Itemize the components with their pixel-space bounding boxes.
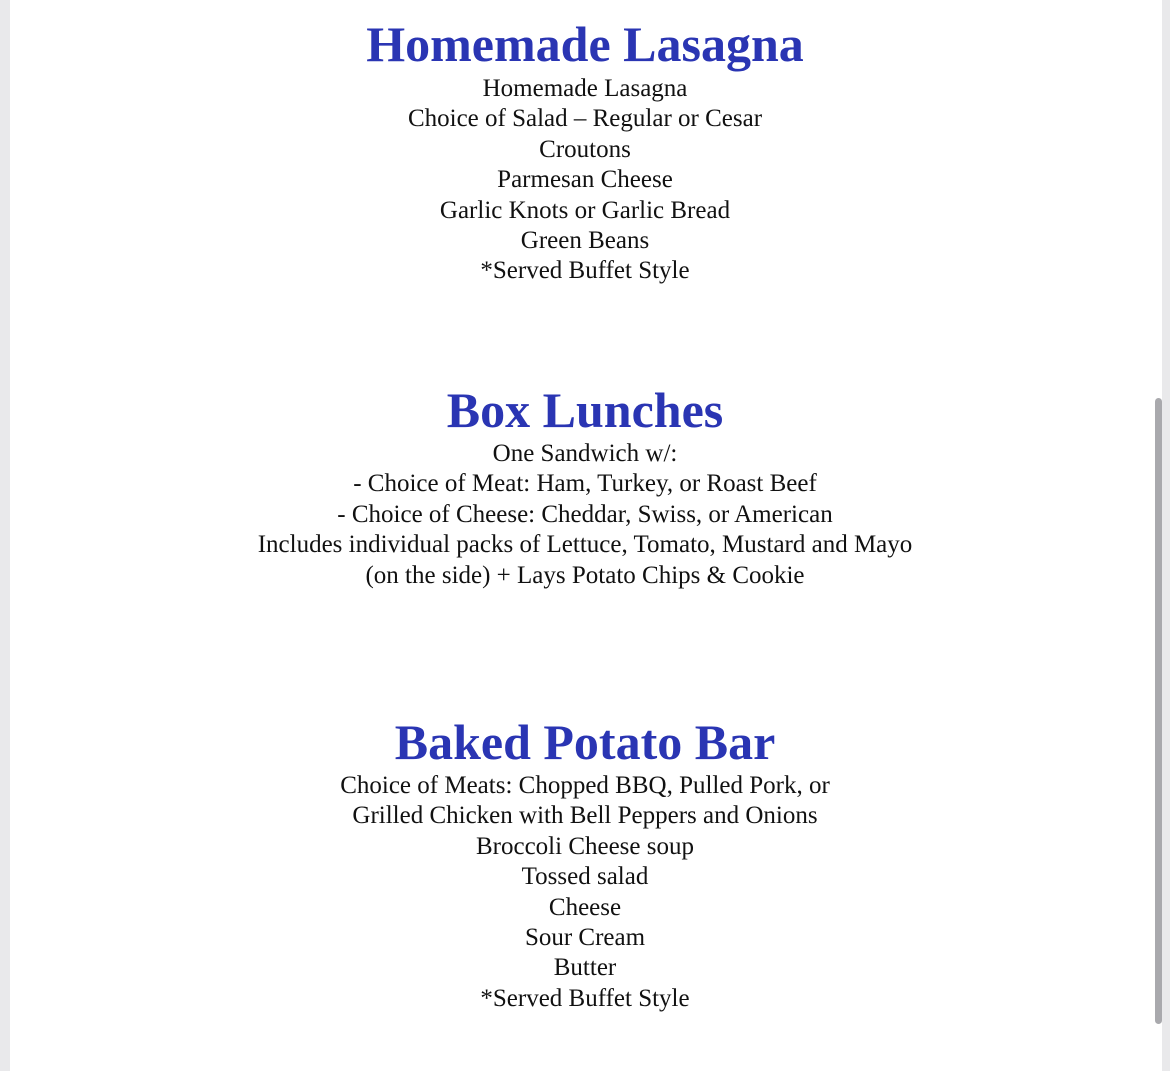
- menu-section-baked-potato-bar: [10, 714, 1160, 1014]
- menu-item: Parmesan Cheese: [497, 166, 673, 194]
- menu-item-list: [10, 439, 1160, 591]
- menu-item: Garlic Knots or Garlic Bread: [439, 196, 731, 224]
- menu-item: Grilled Chicken with Bell Peppers and Onions: [352, 802, 818, 830]
- menu-item-list: [10, 771, 1160, 1014]
- section-title: Box Lunches: [446, 382, 724, 438]
- menu-item: One Sandwich w/:: [492, 440, 678, 467]
- menu-item-note: *Served Buffet Style: [480, 984, 690, 1012]
- menu-item: Green Beans: [520, 227, 650, 255]
- menu-item: Homemade Lasagna: [482, 75, 688, 102]
- menu-item: - Choice of Meat: Ham, Turkey, or Roast Beef: [353, 470, 817, 498]
- menu-item: Choice of Salad – Regular or Cesar: [407, 105, 763, 133]
- menu-item: - Choice of Cheese: Cheddar, Swiss, or American: [337, 500, 833, 528]
- section-title: Homemade Lasagna: [366, 16, 804, 72]
- section-title: Baked Potato Bar: [394, 714, 776, 770]
- menu-item: Croutons: [539, 135, 631, 163]
- menu-item: Tossed salad: [521, 863, 649, 891]
- vertical-scrollbar[interactable]: [1154, 0, 1164, 1071]
- document-page: [10, 0, 1162, 1071]
- menu-item: Butter: [553, 954, 617, 982]
- scrollbar-thumb[interactable]: [1155, 398, 1162, 1024]
- menu-item: (on the side) + Lays Potato Chips & Cookie: [365, 561, 805, 589]
- menu-section-box-lunches: [10, 382, 1160, 591]
- menu-item: Includes individual packs of Lettuce, Tomato, Mustard and Mayo: [257, 531, 913, 559]
- menu-item: Broccoli Cheese soup: [475, 832, 694, 860]
- menu-item: Choice of Meats: Chopped BBQ, Pulled Pork, or: [340, 772, 830, 799]
- menu-item: Cheese: [548, 893, 622, 921]
- menu-item: Sour Cream: [524, 924, 646, 952]
- menu-section-homemade-lasagna: [10, 16, 1160, 287]
- menu-item-note: *Served Buffet Style: [480, 257, 690, 285]
- menu-item-list: [10, 74, 1160, 287]
